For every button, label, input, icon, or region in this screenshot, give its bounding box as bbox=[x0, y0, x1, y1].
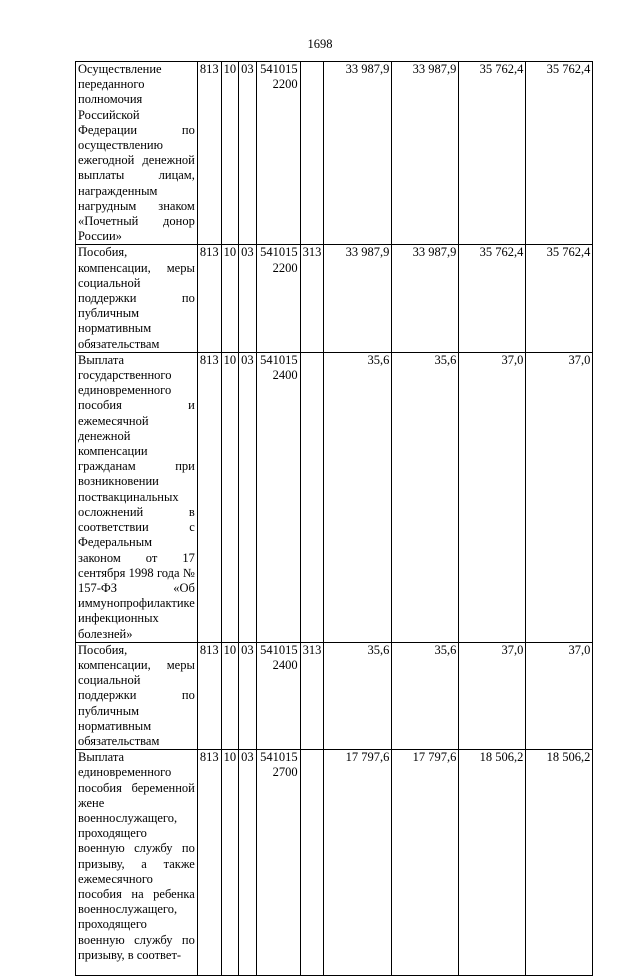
amount-3: 37,0 bbox=[459, 352, 526, 642]
expense-type-code: 313 bbox=[300, 245, 324, 352]
budget-table bbox=[75, 61, 593, 976]
amount-2: 35,6 bbox=[392, 642, 459, 749]
amount-3: 37,0 bbox=[459, 642, 526, 749]
ministry-code: 813 bbox=[197, 352, 221, 642]
target-code-part-1: 541015 bbox=[260, 245, 298, 260]
amount-4: 37,0 bbox=[526, 642, 593, 749]
subsection-code: 03 bbox=[239, 642, 257, 749]
amount-2: 33 987,9 bbox=[392, 62, 459, 245]
amount-2: 17 797,6 bbox=[392, 750, 459, 976]
ministry-code: 813 bbox=[197, 245, 221, 352]
amount-3: 35 762,4 bbox=[459, 62, 526, 245]
amount-2: 33 987,9 bbox=[392, 245, 459, 352]
row-description: Пособия, компенсации, меры социальной поддержки по публичным нормативным обязательствам bbox=[76, 245, 198, 352]
section-code: 10 bbox=[221, 62, 239, 245]
amount-1: 35,6 bbox=[324, 642, 392, 749]
section-code: 10 bbox=[221, 245, 239, 352]
target-article-code bbox=[256, 352, 300, 642]
table-row bbox=[76, 642, 593, 749]
table-row bbox=[76, 750, 593, 976]
amount-4: 35 762,4 bbox=[526, 245, 593, 352]
ministry-code: 813 bbox=[197, 642, 221, 749]
amount-1: 35,6 bbox=[324, 352, 392, 642]
row-description: Пособия, компенсации, меры социальной поддержки по публичным нормативным обязательствам bbox=[76, 642, 198, 749]
target-article-code bbox=[256, 62, 300, 245]
table-row bbox=[76, 352, 593, 642]
amount-4: 35 762,4 bbox=[526, 62, 593, 245]
section-code: 10 bbox=[221, 352, 239, 642]
target-code-part-2: 2400 bbox=[272, 368, 298, 383]
amount-3: 18 506,2 bbox=[459, 750, 526, 976]
target-code-part-1: 541015 bbox=[260, 750, 298, 765]
section-code: 10 bbox=[221, 750, 239, 976]
target-article-code bbox=[256, 642, 300, 749]
amount-1: 33 987,9 bbox=[324, 245, 392, 352]
amount-1: 33 987,9 bbox=[324, 62, 392, 245]
target-article-code bbox=[256, 245, 300, 352]
subsection-code: 03 bbox=[239, 245, 257, 352]
subsection-code: 03 bbox=[239, 352, 257, 642]
row-description: Выплата единовременного пособия беременной жене военнослужащего, проходящего военную службу по призыву, а также ежемесячного пособия на ребенка военнослужащего, проходящего военную службу по призыву, в соответ- bbox=[76, 750, 198, 976]
row-description: Выплата государственного единовременного пособия и ежемесячной денежной компенсации гражданам при возникновении поствакцинальных осложнений в соответствии с Федеральным законом от 17 сентября 1998 года № 157-ФЗ «Об иммунопрофилактике инфекционных болезней» bbox=[76, 352, 198, 642]
target-code-part-1: 541015 bbox=[260, 352, 298, 367]
expense-type-code bbox=[300, 352, 324, 642]
amount-1: 17 797,6 bbox=[324, 750, 392, 976]
expense-type-code: 313 bbox=[300, 642, 324, 749]
subsection-code: 03 bbox=[239, 62, 257, 245]
expense-type-code bbox=[300, 62, 324, 245]
section-code: 10 bbox=[221, 642, 239, 749]
amount-4: 37,0 bbox=[526, 352, 593, 642]
target-code-part-1: 541015 bbox=[260, 642, 298, 657]
row-description: Осуществление переданного полномочия Российской Федерации по осуществлению ежегодной денежной выплаты лицам, награжденным нагрудным знаком «Почетный донор России» bbox=[76, 62, 198, 245]
expense-type-code bbox=[300, 750, 324, 976]
table-row bbox=[76, 62, 593, 245]
target-code-part-2: 2200 bbox=[272, 77, 298, 92]
target-article-code bbox=[256, 750, 300, 976]
page-number: 1698 bbox=[307, 37, 333, 51]
ministry-code: 813 bbox=[197, 62, 221, 245]
target-code-part-2: 2200 bbox=[272, 260, 298, 275]
target-code-part-2: 2700 bbox=[272, 765, 298, 780]
table-row bbox=[76, 245, 593, 352]
ministry-code: 813 bbox=[197, 750, 221, 976]
amount-2: 35,6 bbox=[392, 352, 459, 642]
subsection-code: 03 bbox=[239, 750, 257, 976]
target-code-part-1: 541015 bbox=[260, 62, 298, 76]
amount-4: 18 506,2 bbox=[526, 750, 593, 976]
target-code-part-2: 2400 bbox=[272, 657, 298, 672]
amount-3: 35 762,4 bbox=[459, 245, 526, 352]
